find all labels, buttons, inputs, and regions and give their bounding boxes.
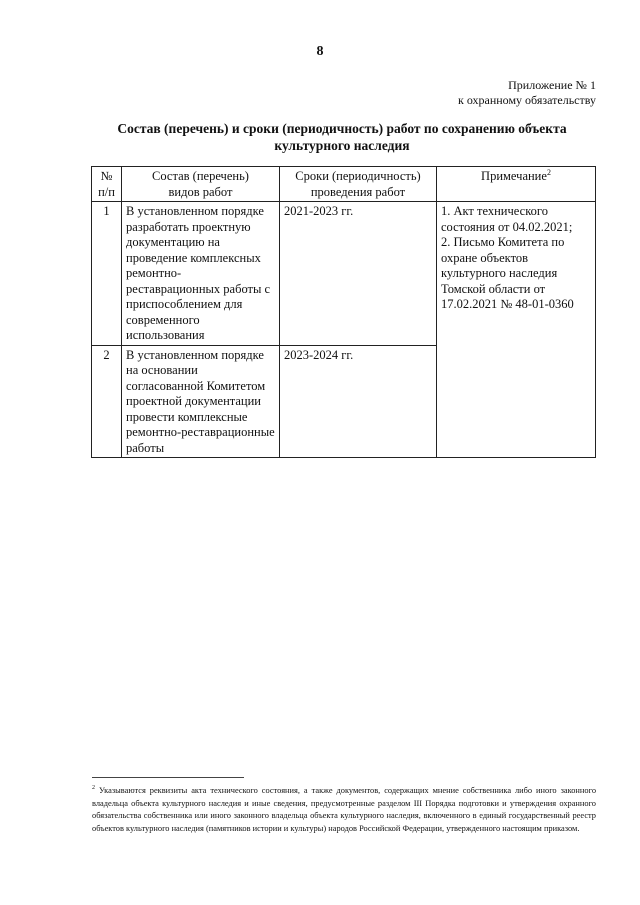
- footnote: [92, 785, 596, 835]
- document-title: [92, 120, 592, 154]
- row-terms: 2023-2024 гг.: [280, 345, 437, 458]
- document-title-line-1: Состав (перечень) и сроки (периодичность) работ по сохранению объекта: [117, 121, 567, 136]
- header-works: Состав (перечень) видов работ: [122, 167, 280, 202]
- appendix-line-2: к охранному обязательству: [457, 93, 596, 107]
- page-number: 8: [316, 44, 324, 59]
- note-item-1: 1. Акт технического состояния от 04.02.2021;: [441, 204, 573, 234]
- footnote-reference: 2: [546, 167, 551, 177]
- header-note: Примечание$^2$: [437, 167, 596, 202]
- footnote-mark: 2: [92, 785, 95, 792]
- row-number: 1: [92, 202, 122, 346]
- note-item-2: 2. Письмо Комитета по охране объектов культурного наследия Томской области от 17.02.2021 № 48-01-0360: [441, 235, 574, 311]
- row-note: [437, 202, 596, 458]
- row-works: В установленном порядке разработать проектную документацию на проведение комплексных ремонтно-реставрационных работы с приспособлением для современного использования: [122, 202, 280, 346]
- footnote-divider: [92, 777, 244, 778]
- footnote-text: Указываются реквизиты акта технического состояния, а также документов, содержащих мнение собственника либо иного законного владельца объекта культурного наследия и иные сведения, предусмотренные разделом III Порядка подготовки и утверждения охранного обязательства собственника или иного законного владельца объекта культурного наследия, включенного в единый государственный реестр объектов культурного наследия (памятников истории и культуры) народов Российской Федерации, утвержденного настоящим приказом.: [92, 786, 597, 833]
- table-row: [92, 202, 596, 346]
- row-terms: 2021-2023 гг.: [280, 202, 437, 346]
- header-terms: Сроки (периодичность) проведения работ: [280, 167, 437, 202]
- table-header-row: [92, 167, 596, 202]
- works-table: [91, 166, 596, 458]
- row-works: В установленном порядке на основании согласованной Комитетом проектной документации провести комплексные ремонтно-реставрационные работы: [122, 345, 280, 458]
- appendix-heading: [458, 78, 596, 108]
- header-number: № п/п: [92, 167, 122, 202]
- row-number: 2: [92, 345, 122, 458]
- document-title-line-2: культурного наследия: [274, 138, 410, 153]
- appendix-line-1: Приложение № 1: [508, 78, 596, 92]
